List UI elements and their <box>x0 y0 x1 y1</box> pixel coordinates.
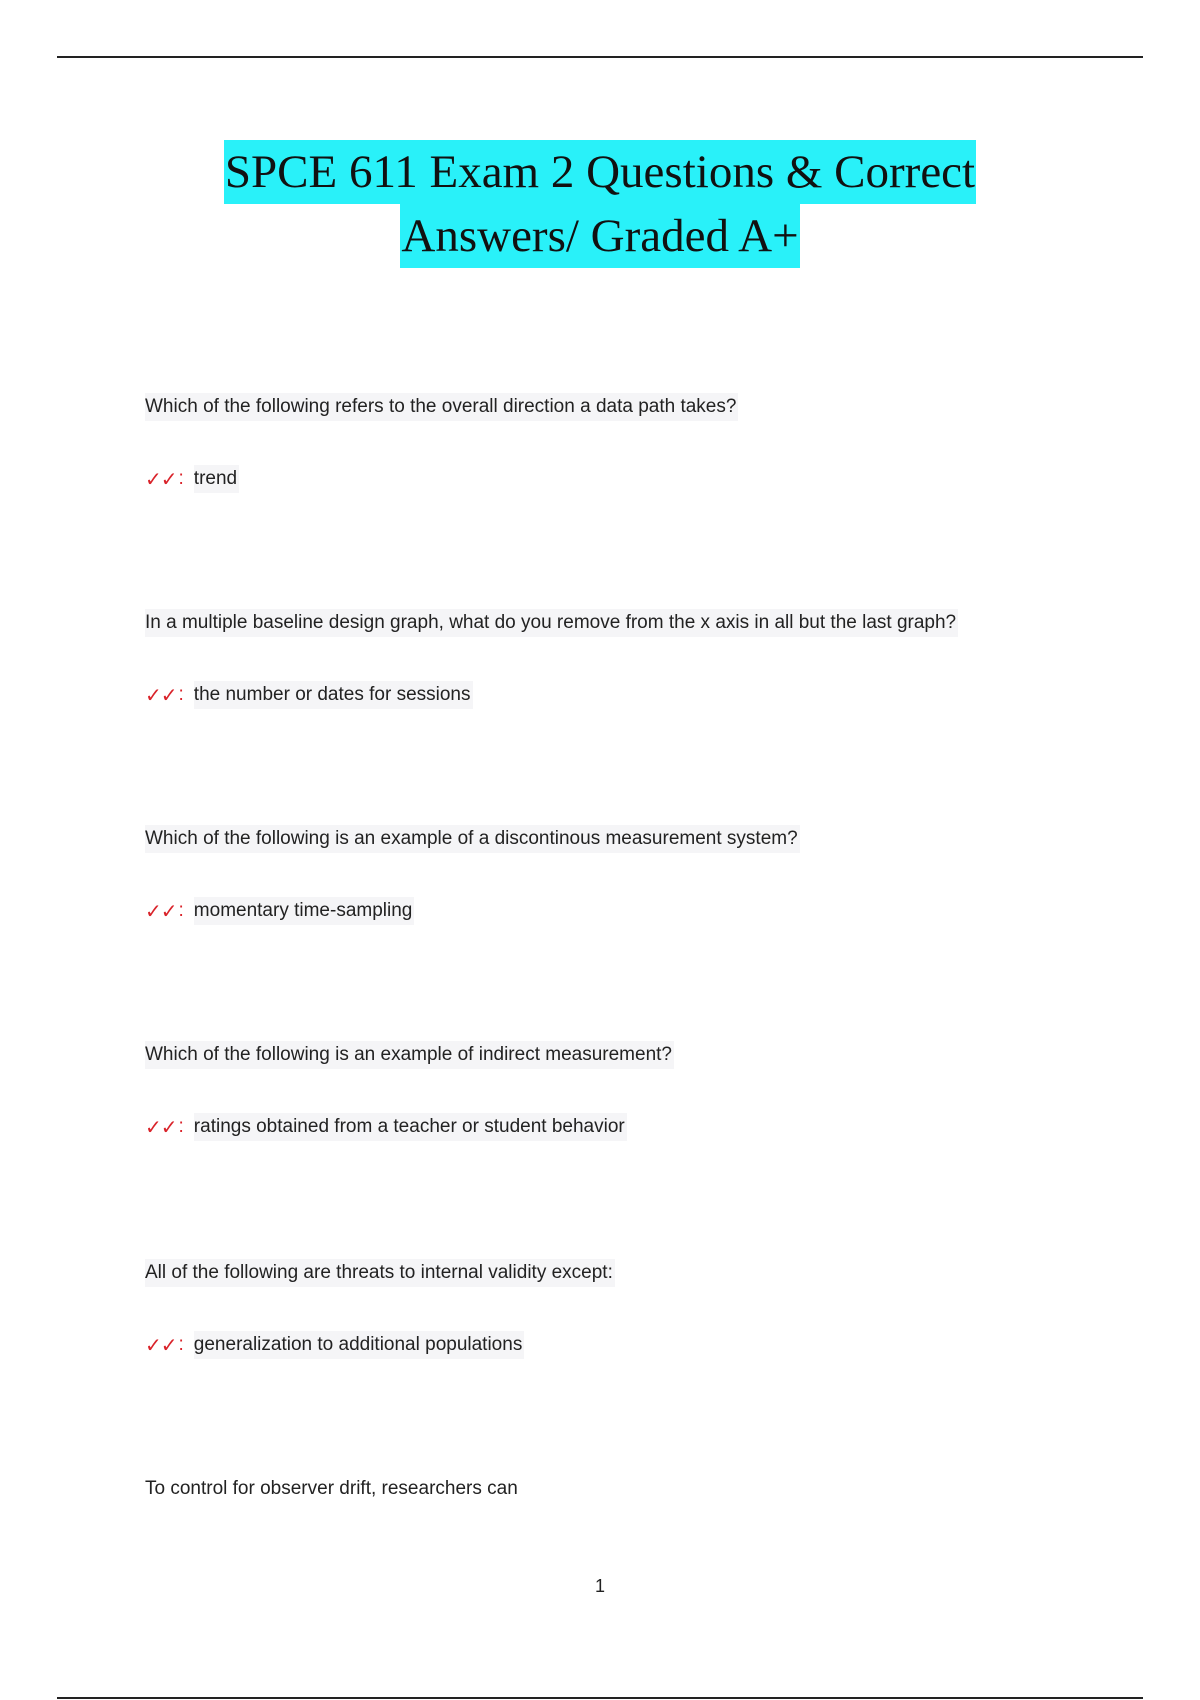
answer-row <box>145 1113 1055 1141</box>
question-text: To control for observer drift, researchers can <box>145 1478 518 1499</box>
answer-row <box>145 897 1055 925</box>
answer-text: generalization to additional populations <box>194 1331 525 1359</box>
question-text: Which of the following is an example of indirect measurement? <box>145 1041 674 1069</box>
double-check-icon: ✓✓ <box>145 1115 177 1139</box>
title-line-2: Answers/ Graded A+ <box>400 204 799 268</box>
page-number: 1 <box>594 1576 605 1596</box>
qa-item-2 <box>145 609 1055 709</box>
question-text: All of the following are threats to internal validity except: <box>145 1259 615 1287</box>
answer-colon: : <box>178 1334 184 1355</box>
qa-item-1 <box>145 393 1055 493</box>
title-line-1: SPCE 611 Exam 2 Questions & Correct <box>224 140 976 204</box>
answer-text: the number or dates for sessions <box>194 681 473 709</box>
double-check-icon: ✓✓ <box>145 899 177 923</box>
qa-item-5 <box>145 1259 1055 1359</box>
double-check-icon: ✓✓ <box>145 467 177 491</box>
answer-colon: : <box>178 1116 184 1137</box>
double-check-icon: ✓✓ <box>145 1333 177 1357</box>
top-rule <box>57 56 1143 58</box>
qa-item-3 <box>145 825 1055 925</box>
qa-item-6 <box>145 1475 1055 1503</box>
qa-item-4 <box>145 1041 1055 1141</box>
answer-text: ratings obtained from a teacher or student behavior <box>194 1113 627 1141</box>
bottom-rule <box>57 1697 1143 1699</box>
answer-row <box>145 681 1055 709</box>
answer-colon: : <box>178 684 184 705</box>
question-text: Which of the following is an example of a discontinous measurement system? <box>145 825 800 853</box>
answer-colon: : <box>178 900 184 921</box>
answer-row <box>145 465 1055 493</box>
question-text: Which of the following refers to the overall direction a data path takes? <box>145 393 738 421</box>
double-check-icon: ✓✓ <box>145 683 177 707</box>
answer-row <box>145 1331 1055 1359</box>
answer-text: trend <box>194 465 239 493</box>
answer-text: momentary time-sampling <box>194 897 415 925</box>
question-text: In a multiple baseline design graph, what do you remove from the x axis in all but the last graph? <box>145 609 958 637</box>
document-title <box>0 140 1200 268</box>
answer-colon: : <box>178 468 184 489</box>
